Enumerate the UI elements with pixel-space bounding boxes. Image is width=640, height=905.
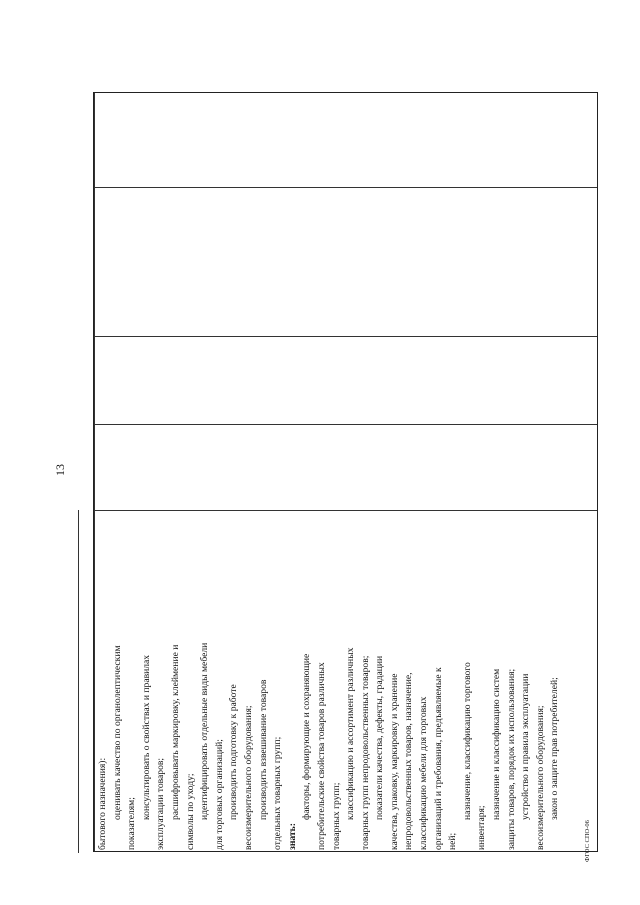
cell-line: защиты товаров, порядок их использования; (505, 668, 517, 850)
page-number: 13 (53, 464, 67, 476)
cell-line: назначение и классификацию систем (491, 668, 503, 820)
cell-line: знать: (286, 823, 298, 850)
cell-line: бытового назначения): (97, 757, 108, 850)
cell-line: классификацию и ассортимент различных (345, 647, 357, 820)
cell-line: расшифровывать маркировку, клеймение и (169, 644, 181, 820)
cell-line: инвентаря; (476, 805, 488, 850)
cell-line: качества, упаковку, маркировку и хранение (388, 673, 400, 850)
cell-line: ней; (447, 832, 459, 850)
cell-line: организаций и требования, предъявляемые к (432, 667, 444, 850)
cell-line: классификацию мебели для торговых (418, 696, 430, 850)
cell-line: отдельных товарных групп; (272, 736, 284, 850)
cell-line: потребительские свойства товаров различных (315, 662, 327, 850)
cell-line: идентифицировать отдельные виды мебели (199, 642, 211, 820)
cell-line: показателям; (126, 797, 138, 850)
cell-line: консультировать о свойствах и правилах (140, 654, 152, 820)
cell-line: устройство и правила эксплуатации (520, 673, 532, 820)
cell-line: весоизмерительного оборудования; (534, 705, 546, 850)
footer-stamp: ФГОС СПО-06 (584, 820, 591, 862)
cell-line: непродовольственных товаров, назначение, (403, 672, 415, 850)
cell-line: для торговых организаций; (213, 739, 225, 850)
cell-line: весоизмерительного оборудования; (242, 705, 254, 850)
column-divider (94, 424, 597, 425)
cell-line: эксплуатации товаров; (155, 757, 167, 850)
cell-line: производить подготовку к работе (228, 684, 240, 820)
cell-line: факторы, формирующие и сохраняющие (301, 653, 313, 820)
cell-line: товарных групп; (330, 782, 342, 850)
requirements-text (96, 510, 576, 850)
cell-line: товарных групп непродовольственных товаров; (359, 655, 371, 850)
requirements-cell (96, 510, 576, 850)
cell-line: символы по уходу; (184, 773, 196, 850)
cell-line: производить взвешивание товаров (257, 679, 269, 820)
cell-line: показатели качества, дефекты, градации (374, 655, 386, 820)
column-divider (94, 336, 597, 337)
cell-line: оценивать качество по органолептическим (111, 645, 123, 820)
cell-line: назначение, классификацию торгового (461, 662, 473, 820)
cell-border (94, 93, 95, 851)
cell-line: закон о защите прав потребителей; (549, 677, 561, 820)
cell-border (78, 510, 79, 853)
column-divider (94, 187, 597, 188)
